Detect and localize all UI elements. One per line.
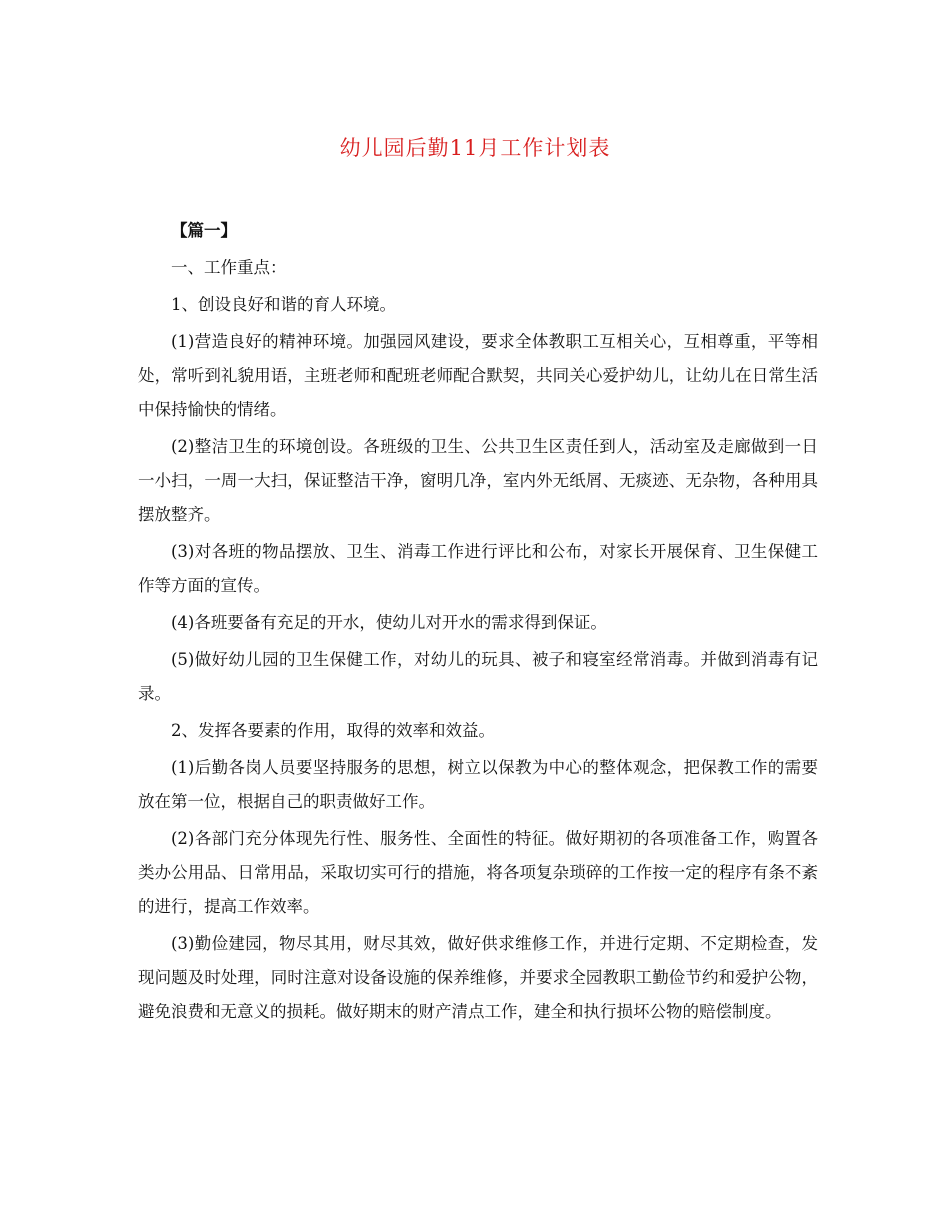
paragraph: (1)后勤各岗人员要坚持服务的思想，树立以保教为中心的整体观念，把保教工作的需要放在第一位，根据自己的职责做好工作。 [138, 758, 818, 811]
paragraph: (3)勤俭建园，物尽其用，财尽其效，做好供求维修工作，并进行定期、不定期检查，发现问题及时处理，同时注意对设备设施的保养维修，并要求全园教职工勤俭节约和爱护公物，避免浪费和无意义的损耗。做好期末的财产清点工作，建全和执行损坏公物的赔偿制度。 [138, 934, 818, 1021]
paragraph: (2)整洁卫生的环境创设。各班级的卫生、公共卫生区责任到人，活动室及走廊做到一日一小扫，一周一大扫，保证整洁干净，窗明几净，室内外无纸屑、无痰迹、无杂物，各种用具摆放整齐。 [138, 437, 818, 524]
paragraph: 1、创设良好和谐的育人环境。 [171, 295, 396, 314]
section-heading: 【篇一】 [171, 221, 237, 240]
paragraph: 一、工作重点： [171, 258, 287, 277]
paragraph: (1)营造良好的精神环境。加强园风建设，要求全体教职工互相关心，互相尊重，平等相处，常听到礼貌用语，主班老师和配班老师配合默契，共同关心爱护幼儿，让幼儿在日常生活中保持愉快的情绪。 [138, 332, 818, 419]
paragraph: (3)对各班的物品摆放、卫生、消毒工作进行评比和公布，对家长开展保育、卫生保健工作等方面的宣传。 [138, 542, 818, 595]
document-title: 幼儿园后勤11月工作计划表 [339, 136, 611, 160]
paragraph: 2、发挥各要素的作用，取得的效率和效益。 [171, 721, 495, 740]
paragraph: (2)各部门充分体现先行性、服务性、全面性的特征。做好期初的各项准备工作，购置各类办公用品、日常用品，采取切实可行的措施，将各项复杂琐碎的工作按一定的程序有条不紊的进行，提高工作效率。 [138, 829, 818, 916]
document-body [138, 214, 818, 1032]
paragraph: (4)各班要备有充足的开水，使幼儿对开水的需求得到保证。 [171, 613, 607, 632]
paragraph: (5)做好幼儿园的卫生保健工作，对幼儿的玩具、被子和寝室经常消毒。并做到消毒有记录。 [138, 650, 818, 703]
